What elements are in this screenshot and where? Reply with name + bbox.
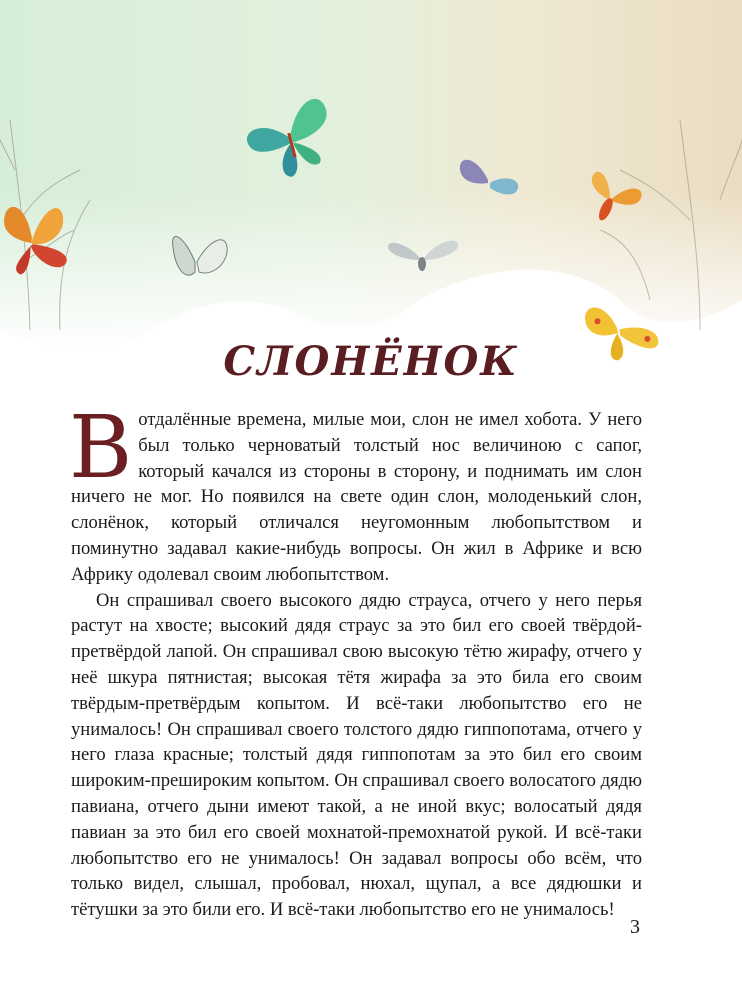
paragraph [69,398,642,588]
paragraph-text: отдалённые времена, милые мои, слон не имел хобота. У него был только черноватый толстый нос величиною с сапог, который качался из стороны в сторону, и поднимать им слон ничего не мог. Но появился на свете один слон, молоденький слон, слонёнок, который отличался неугомонным любопытством и поминутно задавал какие-нибудь вопросы. Он жил в Африке и всю Африку одолевал своим любопытством. [71,409,642,585]
page-number: 3 [630,916,640,938]
paragraph: Он спрашивал своего высокого дядю страуса, отчего у него перья растут на хвосте; высокий дядя страус за это бил его своей твёрдой-претвёрдой лапой. Он спрашивал свою высокую тётю жирафу, отчего у неё шкура пятнистая; высокая тётя жирафа за это била его своим твёрдым-претвёрдым копытом. И всё-таки любопытство его не унималось! Он спрашивал своего толстого дядю гиппопотама, отчего у него глаза красные; толстый дядя гиппопотам за это бил его своим широким-прешироким копытом. Он спрашивал своего волосатого дядю павиана, отчего дыни имеют такой, а не иной вкус; волосатый дядя павиан за это бил его своей мохнатой-премохнатой рукой. И всё-таки любопытство его не унималось! Он задавал вопросы обо всём, что только видел, слышал, пробовал, нюхал, щупал, а все дядюшки и тётушки за это били его. И всё-таки любопытство его не унималось! [71,589,642,921]
drop-cap: В [69,398,133,498]
page-title: СЛОНЁНОК [223,338,519,385]
story-text [69,398,642,923]
